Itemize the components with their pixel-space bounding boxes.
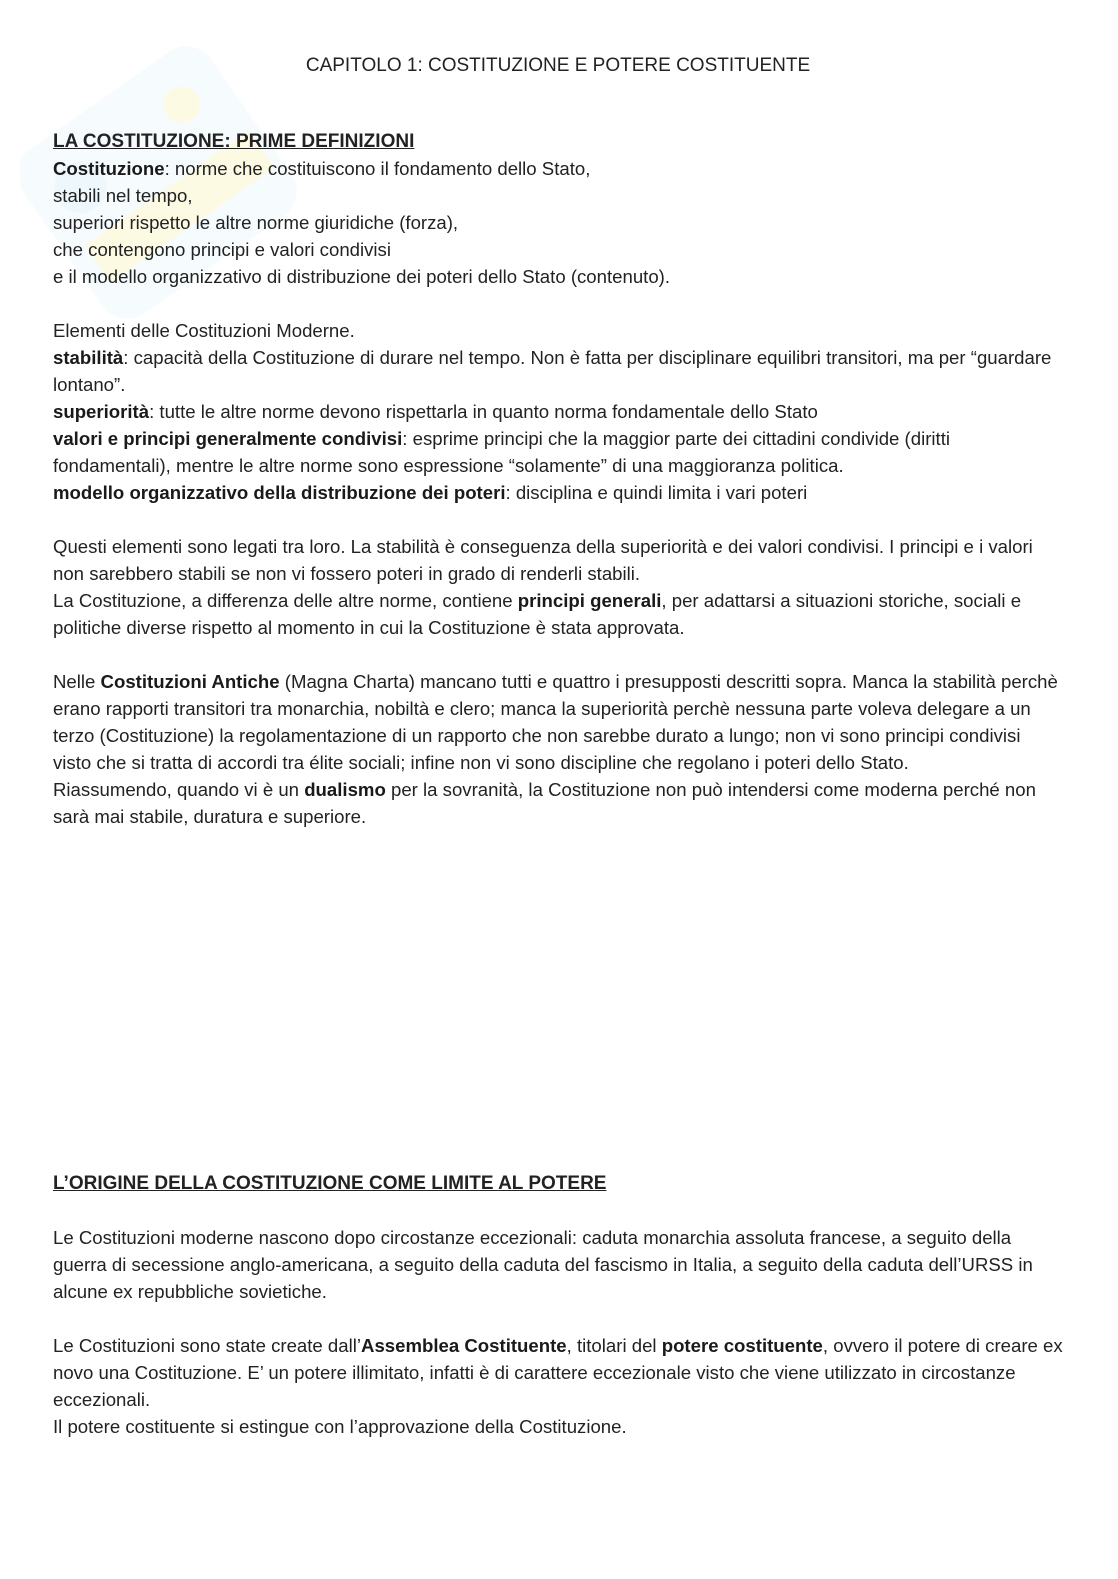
paragraph: Nelle Costituzioni Antiche (Magna Charta) mancano tutti e quattro i presupposti descritti sopra. Manca la stabilità perchè erano rapporti transitori tra monarchia, nobiltà e clero; manca la superiorità perchè nessuna parte voleva delegare a un terzo (Costituzione) la regolamentazione di un rapporto che non sarebbe durato a lungo; non vi sono principi condivisi visto che si tratta di accordi tra élite sociali; infine non vi sono discipline che regolano i poteri dello Stato. — [53, 671, 1058, 773]
definition-line: e il modello organizzativo di distribuzione dei poteri dello Stato (contenuto). — [53, 266, 671, 287]
definition-line: stabili nel tempo, — [53, 185, 193, 206]
element-valori: valori e principi generalmente condivisi: esprime principi che la maggior parte dei cittadini condivide (diritti fondamentali), mentre le altre norme sono espressione “solamente” di una maggioranza politica. — [53, 428, 951, 476]
paragraph: Riassumendo, quando vi è un dualismo per la sovranità, la Costituzione non può intendersi come moderna perché non sarà mai stabile, duratura e superiore. — [53, 779, 1036, 827]
definition-line: superiori rispetto le altre norme giuridiche (forza), — [53, 212, 459, 233]
section-heading-definitions: LA COSTITUZIONE: PRIME DEFINIZIONI — [53, 131, 415, 152]
elements-intro: Elementi delle Costituzioni Moderne. — [53, 320, 355, 341]
definition-term: Costituzione — [53, 158, 165, 179]
paragraph: Il potere costituente si estingue con l’approvazione della Costituzione. — [53, 1416, 627, 1437]
paragraph: Le Costituzioni sono state create dall’Assemblea Costituente, titolari del potere costituente, ovvero il potere di creare ex novo una Costituzione. E’ un potere illimitato, infatti è di carattere eccezionale visto che viene utilizzato in circostanze eccezionali. — [53, 1335, 1063, 1410]
section-heading-origin: L’ORIGINE DELLA COSTITUZIONE COME LIMITE AL POTERE — [53, 1173, 607, 1194]
element-stabilita: stabilità: capacità della Costituzione di durare nel tempo. Non è fatta per disciplinare equilibri transitori, ma per “guardare lontano”. — [53, 347, 1052, 395]
definition-line: Costituzione: norme che costituiscono il fondamento dello Stato, — [53, 158, 591, 179]
paragraph: Questi elementi sono legati tra loro. La stabilità è conseguenza della superiorità e dei valori condivisi. I principi e i valori non sarebbero stabili se non vi fossero poteri in grado di renderli stabili. — [53, 536, 1033, 584]
paragraph: La Costituzione, a differenza delle altre norme, contiene principi generali, per adattarsi a situazioni storiche, sociali e politiche diverse rispetto al momento in cui la Costituzione è stata approvata. — [53, 590, 1022, 638]
paragraph: Le Costituzioni moderne nascono dopo circostanze eccezionali: caduta monarchia assoluta francese, a seguito della guerra di secessione anglo-americana, a seguito della caduta del fascismo in Italia, a seguito della caduta dell’URSS in alcune ex repubbliche sovietiche. — [53, 1227, 1033, 1302]
definition-line: che contengono principi e valori condivisi — [53, 239, 391, 260]
element-modello: modello organizzativo della distribuzione dei poteri: disciplina e quindi limita i vari poteri — [53, 482, 808, 503]
document-page — [53, 52, 1063, 1440]
element-superiorita: superiorità: tutte le altre norme devono rispettarla in quanto norma fondamentale dello Stato — [53, 401, 818, 422]
page-title: CAPITOLO 1: COSTITUZIONE E POTERE COSTITUENTE — [305, 55, 811, 76]
